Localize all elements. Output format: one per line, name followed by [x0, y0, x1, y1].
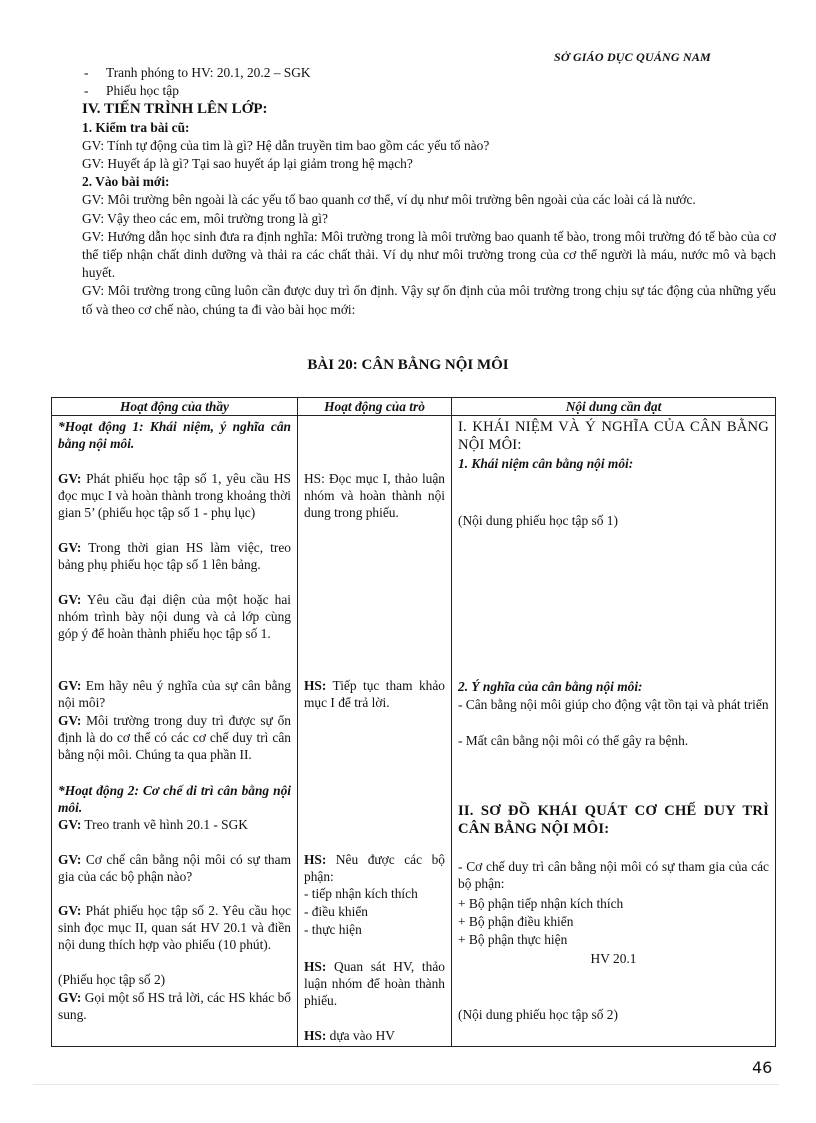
teacher-step: GV: Trong thời gian HS làm việc, treo bảng phụ phiếu học tập số 1 lên bảng.: [58, 540, 291, 573]
content-subheading: 2. Ý nghĩa của cân bằng nội môi:: [458, 679, 643, 694]
header-teacher: Hoạt động của thầy: [52, 398, 298, 416]
material-item: - Tranh phóng to HV: 20.1, 20.2 – SGK: [84, 65, 311, 80]
content-part-item: + Bộ phận thực hiện: [458, 932, 568, 947]
header-content: Nội dung cần đạt: [452, 398, 776, 416]
teacher-step: GV: Cơ chế cân bằng nội môi có sự tham gia của các bộ phận nào?: [58, 852, 291, 885]
student-step: HS: dựa vào HV: [304, 1028, 395, 1043]
section-heading: IV. TIẾN TRÌNH LÊN LỚP:: [82, 101, 268, 118]
figure-reference: HV 20.1: [590, 951, 637, 966]
intro-paragraph: GV: Môi trường bên ngoài là các yếu tố bao quanh cơ thể, ví dụ như môi trường bên ngoài của các loài cá là nước.: [82, 192, 696, 208]
content-note: (Nội dung phiếu học tập số 2): [458, 1007, 618, 1022]
student-step: HS: Quan sát HV, thảo luận nhóm để hoàn thành phiếu.: [304, 959, 445, 1009]
material-text: Phiếu học tập: [106, 83, 179, 99]
student-step: HS: Nêu được các bộ phận:: [304, 852, 445, 885]
table-row: [52, 416, 776, 1047]
teacher-step: GV: Treo tranh vẽ hình 20.1 - SGK: [58, 817, 248, 832]
part-heading: 1. Kiểm tra bài cũ:: [82, 119, 190, 135]
material-text: Tranh phóng to HV: 20.1, 20.2 – SGK: [106, 65, 311, 80]
content-item: - Cơ chế duy trì cân bằng nội môi có sự tham gia của các bộ phận:: [458, 859, 769, 892]
teacher-step: GV: Em hãy nêu ý nghĩa của sự cân bằng nội môi?: [58, 678, 291, 711]
content-item: - Cân bằng nội môi giúp cho động vật tồn tại và phát triển: [458, 697, 769, 712]
document-header: SỞ GIÁO DỤC QUẢNG NAM: [554, 50, 711, 64]
student-list-item: - tiếp nhận kích thích: [304, 886, 418, 901]
teacher-column: [52, 416, 298, 1047]
intro-paragraph: GV: Vậy theo các em, môi trường trong là gì?: [82, 210, 328, 226]
intro-text: [82, 64, 776, 319]
teacher-step: GV: Phát phiếu học tập số 1, yêu cầu HS đọc mục I và hoàn thành trong khoảng thời gian 5’ (phiếu học tập số 1 - phụ lục): [58, 471, 291, 521]
content-note: (Nội dung phiếu học tập số 1): [458, 513, 618, 528]
student-step: HS: Tiếp tục tham khảo mục I để trả lời.: [304, 678, 445, 711]
content-column: [452, 416, 776, 1047]
student-list-item: - thực hiện: [304, 922, 362, 937]
content-section-2: II. SƠ ĐỒ KHÁI QUÁT CƠ CHẾ DUY TRÌ CÂN BẰNG NỘI MÔI:: [458, 803, 769, 837]
activity-2-title: *Hoạt động 2: Cơ chế di trì cân bằng nội môi.: [58, 783, 291, 816]
table-header-row: [52, 398, 776, 416]
header-student: Hoạt động của trò: [298, 398, 452, 416]
page-divider: [33, 1084, 779, 1085]
teacher-step: GV: Phát phiếu học tập số 2. Yêu cầu học sinh đọc mục II, quan sát HV 20.1 và điền nội dung thích hợp vào phiếu (10 phút).: [58, 903, 291, 953]
part-heading: 2. Vào bài mới:: [82, 174, 170, 190]
intro-paragraph: GV: Hướng dẫn học sinh đưa ra định nghĩa: Môi trường trong là môi trường bao quanh tế bào, trong môi trường đó tế bào của cơ thể tiếp nhận chất dinh dưỡng và thải ra các chất thải. Ví dụ như môi trường trong của cơ thể người là máu, nước mô và bạch huyết.: [82, 228, 776, 281]
teacher-step: GV: Yêu cầu đại diện của một hoặc hai nhóm trình bày nội dung và cả lớp cùng góp ý để hoàn thành phiếu học tập số 1.: [58, 592, 291, 642]
content-part-item: + Bộ phận điều khiển: [458, 914, 574, 929]
teacher-step: GV: Gọi một số HS trả lời, các HS khác bổ sung.: [58, 990, 291, 1023]
content-subheading: 1. Khái niệm cân bằng nội môi:: [458, 456, 634, 471]
student-step: HS: Đọc mục I, thảo luận nhóm và hoàn thành nội dung trong phiếu.: [304, 471, 445, 521]
activity-1-title: *Hoạt động 1: Khái niệm, ý nghĩa cân bằng nội môi.: [58, 419, 291, 452]
lesson-title: BÀI 20: CÂN BẰNG NỘI MÔI: [307, 357, 509, 373]
worksheet-note: (Phiếu học tập số 2): [58, 972, 166, 987]
intro-paragraph: GV: Môi trường trong cũng luôn cần được duy trì ổn định. Vậy sự ổn định của môi trường trong chịu sự tác động của những yếu tố và theo cơ chế nào, chúng ta đi vào bài học mới:: [82, 283, 776, 317]
student-column: [298, 416, 452, 1047]
page-number: 46: [752, 1058, 773, 1077]
review-question: GV: Tính tự động của tim là gì? Hệ dẫn truyền tim bao gồm các yếu tố nào?: [82, 137, 490, 153]
content-section-1: I. KHÁI NIỆM VÀ Ý NGHĨA CỦA CÂN BẰNG NỘI MÔI:: [458, 419, 769, 453]
review-question: GV: Huyết áp là gì? Tại sao huyết áp lại giảm trong hệ mạch?: [82, 156, 413, 172]
content-part-item: + Bộ phận tiếp nhận kích thích: [458, 896, 624, 911]
lesson-table: [51, 397, 776, 1047]
content-item: - Mất cân bằng nội môi có thể gây ra bệnh.: [458, 733, 689, 748]
teacher-step: GV: Môi trường trong duy trì được sự ổn định là do cơ thể có các cơ chế duy trì cân bằng nội môi. Chúng ta qua phần II.: [58, 713, 291, 763]
student-list-item: - điều khiển: [304, 904, 368, 919]
material-item: - Phiếu học tập: [84, 83, 179, 99]
